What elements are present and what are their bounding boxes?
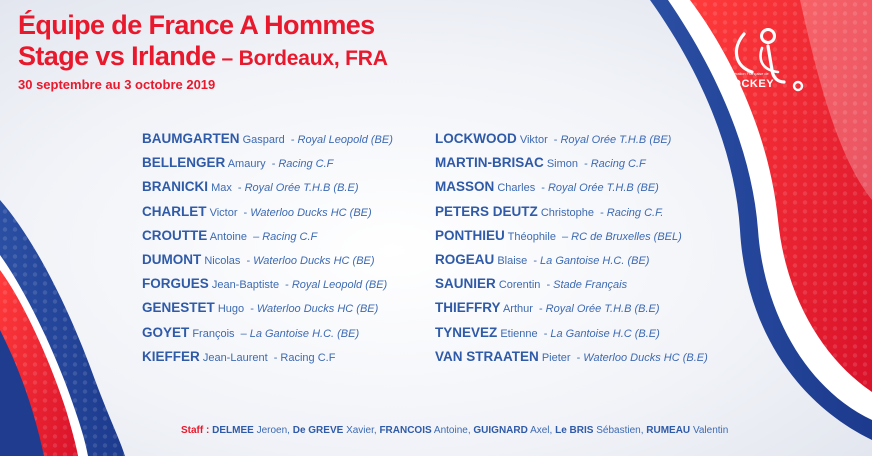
staff-first-name: Sébastien bbox=[596, 425, 641, 436]
player-entry bbox=[435, 345, 708, 369]
roster-left-column bbox=[142, 127, 393, 369]
player-entry bbox=[142, 345, 393, 369]
player-entry bbox=[435, 248, 708, 272]
player-entry bbox=[142, 175, 393, 199]
player-club: La Gantoise H.C. (BE) bbox=[249, 327, 360, 340]
player-separator: - bbox=[285, 279, 289, 292]
player-first-name: Viktor bbox=[519, 134, 548, 146]
player-first-name: Jean-Baptiste bbox=[211, 279, 280, 292]
player-separator: - bbox=[546, 279, 551, 292]
player-club: Waterloo Ducks HC (B.E) bbox=[583, 351, 708, 364]
player-last-name: CHARLET bbox=[142, 203, 207, 219]
player-separator: - bbox=[543, 327, 548, 340]
player-club: Racing C.F bbox=[262, 230, 318, 243]
player-separator: - bbox=[271, 158, 276, 171]
player-last-name: THIEFFRY bbox=[435, 300, 501, 316]
player-separator: - bbox=[541, 182, 545, 195]
player-separator: – bbox=[253, 230, 260, 243]
player-entry bbox=[435, 296, 708, 320]
staff-first-name: Jeroen bbox=[256, 425, 288, 436]
player-first-name: Simon bbox=[546, 158, 578, 171]
event-dates: 30 septembre au 3 octobre 2019 bbox=[18, 77, 216, 92]
player-last-name: GOYET bbox=[142, 324, 190, 340]
title-line-2 bbox=[18, 41, 388, 74]
player-last-name: MARTIN-BRISAC bbox=[435, 155, 544, 171]
player-last-name: ROGEAU bbox=[435, 251, 495, 267]
player-entry bbox=[142, 272, 393, 296]
player-first-name: Pieter bbox=[541, 351, 571, 364]
player-first-name: Amaury bbox=[227, 158, 266, 171]
player-first-name: François bbox=[192, 327, 235, 340]
staff-last-name: FRANCOIS bbox=[379, 425, 432, 436]
staff-last-name: GUIGNARD bbox=[473, 425, 528, 436]
player-entry bbox=[142, 248, 393, 272]
player-first-name: Hugo bbox=[217, 303, 245, 316]
player-separator: - bbox=[600, 206, 604, 219]
player-entry bbox=[142, 296, 393, 320]
player-club: Waterloo Ducks HC (BE) bbox=[253, 254, 375, 267]
player-separator: – bbox=[562, 230, 569, 243]
player-separator: - bbox=[584, 158, 588, 171]
player-entry bbox=[435, 321, 708, 345]
title-event: Stage vs Irlande bbox=[18, 41, 216, 71]
player-separator: - bbox=[553, 134, 558, 146]
player-club: La Gantoise H.C. (BE) bbox=[540, 254, 650, 267]
player-separator: - bbox=[290, 134, 295, 146]
staff-first-name: Valentin bbox=[692, 425, 729, 436]
player-first-name: Théophile bbox=[507, 230, 556, 243]
player-last-name: BELLENGER bbox=[142, 155, 226, 171]
player-first-name: Charles bbox=[497, 182, 536, 195]
player-entry bbox=[435, 127, 708, 151]
player-club: Racing C.F bbox=[278, 158, 334, 171]
player-club: Royal Orée T.H.B (BE) bbox=[560, 134, 672, 146]
player-last-name: VAN STRAATEN bbox=[435, 348, 539, 364]
player-first-name: Arthur bbox=[502, 303, 533, 316]
player-entry bbox=[435, 272, 708, 296]
field-hockey-player-icon bbox=[718, 24, 810, 106]
player-club: Waterloo Ducks HC (BE) bbox=[250, 206, 372, 219]
staff-last-name: Le BRIS bbox=[555, 425, 594, 436]
player-club: Racing C.F. bbox=[606, 206, 664, 219]
player-last-name: GENESTET bbox=[142, 300, 215, 316]
player-club: RC de Bruxelles (BEL) bbox=[571, 230, 682, 243]
player-first-name: Max bbox=[211, 182, 232, 195]
player-separator: - bbox=[250, 303, 254, 316]
player-separator: – bbox=[240, 327, 247, 340]
player-club: Royal Leopold (BE) bbox=[297, 134, 393, 146]
roster-right-column bbox=[435, 127, 708, 369]
logo-wordmark: HOCKEY bbox=[723, 78, 775, 90]
player-club: La Gantoise H.C (B.E) bbox=[550, 327, 660, 340]
player-club: Royal Orée T.H.B (BE) bbox=[547, 182, 659, 195]
player-first-name: Etienne bbox=[500, 327, 538, 340]
staff-first-name: Antoine bbox=[433, 425, 468, 436]
player-entry bbox=[142, 321, 393, 345]
player-separator: - bbox=[237, 182, 242, 195]
player-separator: - bbox=[533, 254, 538, 267]
player-club: Racing C.F bbox=[590, 158, 646, 171]
player-first-name: Corentin bbox=[498, 279, 541, 292]
player-last-name: LOCKWOOD bbox=[435, 131, 517, 146]
player-club: Racing C.F bbox=[280, 351, 336, 364]
player-last-name: BAUMGARTEN bbox=[142, 131, 240, 146]
player-entry bbox=[142, 224, 393, 248]
staff-line: Staff : DELMEE Jeroen, De GREVE Xavier, FRANCOIS Antoine, GUIGNARD Axel, Le BRIS Sébastien, RUMEAU Valentin bbox=[181, 425, 729, 436]
title-line-1: Équipe de France A Hommes bbox=[18, 10, 375, 40]
player-first-name: Gaspard bbox=[242, 134, 285, 146]
staff-last-name: De GREVE bbox=[292, 425, 344, 436]
player-last-name: CROUTTE bbox=[142, 227, 208, 243]
staff-last-name: DELMEE bbox=[212, 425, 254, 436]
player-last-name: KIEFFER bbox=[142, 348, 200, 364]
player-entry bbox=[435, 151, 708, 175]
player-last-name: PONTHIEU bbox=[435, 227, 505, 243]
staff-first-name: Axel bbox=[530, 425, 550, 436]
player-entry bbox=[142, 200, 393, 224]
player-last-name: SAUNIER bbox=[435, 276, 496, 292]
logo-federation-text: Fédération Française de bbox=[727, 72, 769, 76]
player-first-name: Christophe bbox=[540, 206, 595, 219]
player-entry bbox=[142, 151, 393, 175]
player-first-name: Victor bbox=[209, 206, 238, 219]
player-first-name: Nicolas bbox=[204, 254, 241, 267]
player-last-name: TYNEVEZ bbox=[435, 324, 498, 340]
player-separator: - bbox=[576, 351, 581, 364]
player-club: Waterloo Ducks HC (BE) bbox=[256, 303, 379, 316]
player-club: Royal Orée T.H.B (B.E) bbox=[244, 182, 359, 195]
player-entry bbox=[435, 224, 708, 248]
staff-label: Staff : bbox=[181, 425, 210, 436]
title-location: – Bordeaux, FRA bbox=[221, 47, 388, 70]
player-club: Stade Français bbox=[553, 279, 628, 292]
player-first-name: Jean-Laurent bbox=[202, 351, 268, 364]
player-entry bbox=[435, 200, 708, 224]
player-last-name: FORGUES bbox=[142, 276, 209, 292]
staff-first-name: Xavier bbox=[346, 425, 374, 436]
player-club: Royal Leopold (BE) bbox=[291, 279, 388, 292]
staff-last-name: RUMEAU bbox=[646, 425, 691, 436]
player-first-name: Antoine bbox=[209, 230, 248, 243]
player-last-name: PETERS DEUTZ bbox=[435, 203, 538, 219]
player-club: Royal Orée T.H.B (B.E) bbox=[545, 303, 660, 316]
player-first-name: Blaise bbox=[497, 254, 528, 267]
player-last-name: DUMONT bbox=[142, 251, 202, 267]
player-separator: - bbox=[246, 254, 251, 267]
player-entry bbox=[142, 127, 393, 151]
player-entry bbox=[435, 175, 708, 199]
player-last-name: MASSON bbox=[435, 179, 495, 195]
player-separator: - bbox=[273, 351, 278, 364]
player-last-name: BRANICKI bbox=[142, 179, 208, 195]
player-separator: - bbox=[243, 206, 248, 219]
player-separator: - bbox=[538, 303, 543, 316]
